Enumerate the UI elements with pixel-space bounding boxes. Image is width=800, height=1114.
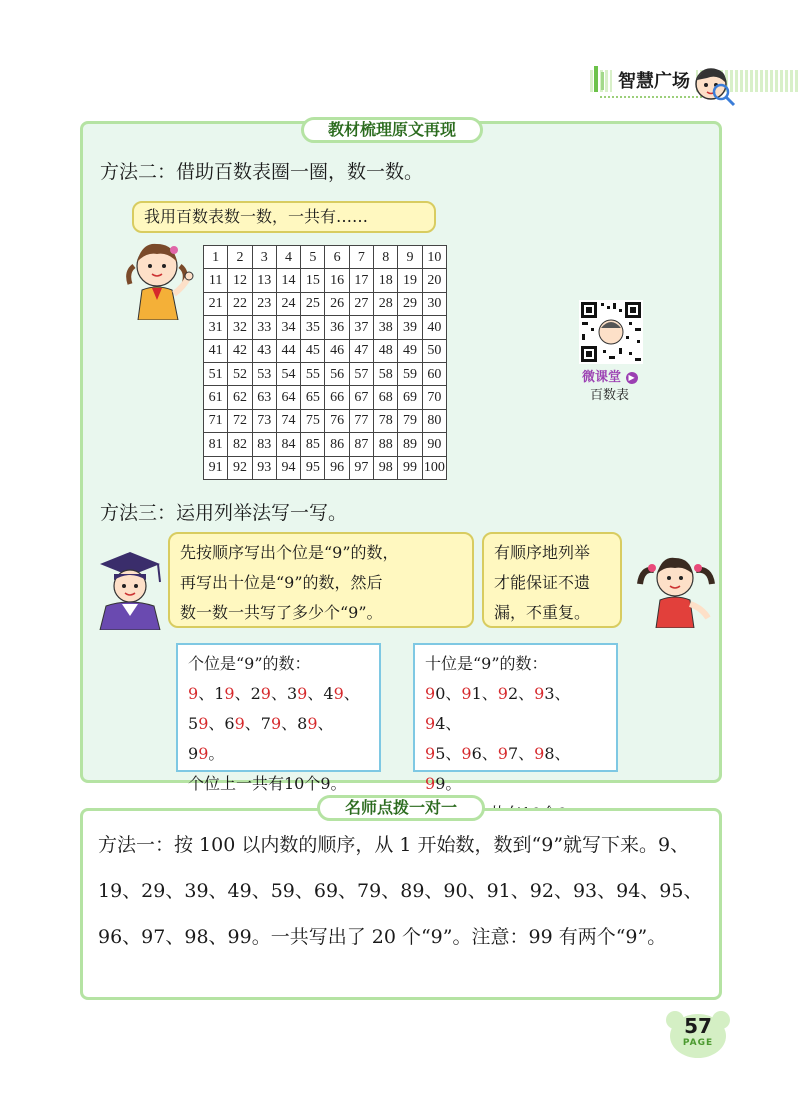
graduate-boy-illustration xyxy=(96,548,164,630)
hundred-chart-row xyxy=(204,316,447,339)
hundred-chart-row xyxy=(204,386,447,409)
highlighted-digit: 9 xyxy=(497,684,508,703)
hundred-chart-cell: 24 xyxy=(276,292,300,315)
hundred-chart-cell: 60 xyxy=(422,362,446,385)
listed-number xyxy=(188,744,208,763)
separator: 、 xyxy=(208,714,225,733)
separator: 、 xyxy=(554,684,571,703)
tens-box-title: 十位是“9”的数： xyxy=(425,654,548,673)
girl-waving-illustration xyxy=(122,236,198,320)
hundred-chart-cell: 62 xyxy=(228,386,252,409)
digit: 8 xyxy=(544,744,555,763)
highlighted-digit: 9 xyxy=(198,744,209,763)
method-one-explanation: 方法一：按 100 以内数的顺序，从 1 开始数，数到“9”就写下来。9、19、29、39、49、59、69、79、89、90、91、92、93、94、95、96、97、98、99。一共写出了 20 个“9”。注意：99 有两个“9”。 xyxy=(98,834,703,948)
listed-number xyxy=(498,744,518,763)
qr-code-icon[interactable] xyxy=(579,300,643,364)
micro-lesson-label[interactable]: 微课堂 ▶ xyxy=(582,366,638,385)
ones-number-list xyxy=(188,679,369,769)
hundred-chart-cell: 86 xyxy=(325,433,349,456)
digit: 1 xyxy=(471,684,482,703)
digit: 6 xyxy=(471,744,482,763)
highlighted-digit: 9 xyxy=(461,744,472,763)
highlighted-digit: 9 xyxy=(461,684,472,703)
hundred-chart-cell: 44 xyxy=(276,339,300,362)
hundred-chart-cell: 5 xyxy=(301,246,325,269)
header-bar xyxy=(594,66,598,92)
hundred-chart-cell: 51 xyxy=(204,362,228,385)
bubble-line: 有顺序地列举 xyxy=(494,543,591,562)
listed-number xyxy=(251,684,271,703)
number-list-line xyxy=(425,679,606,739)
digit: 1 xyxy=(214,684,225,703)
hundred-chart-cell: 82 xyxy=(228,433,252,456)
listed-number xyxy=(425,714,445,733)
hundred-chart-cell: 31 xyxy=(204,316,228,339)
bubble-line: 漏，不重复。 xyxy=(494,603,591,622)
page-number-badge xyxy=(665,1008,731,1060)
header-bar xyxy=(601,72,604,90)
method-two-heading: 方法二：借助百数表圈一圈，数一数。 xyxy=(100,161,424,183)
separator: 、 xyxy=(445,744,462,763)
tens-number-list xyxy=(425,679,606,799)
listed-number xyxy=(498,684,518,703)
bubble-line: 先按顺序写出个位是“9”的数， xyxy=(180,543,399,562)
number-list-line xyxy=(188,709,369,769)
hundred-chart-cell: 48 xyxy=(374,339,398,362)
hundred-chart-row xyxy=(204,456,447,479)
pigtail-girl-illustration xyxy=(636,548,716,628)
hundred-chart-cell: 18 xyxy=(374,269,398,292)
hundred-chart-cell: 29 xyxy=(398,292,422,315)
digit: 9 xyxy=(188,744,199,763)
separator: 、 xyxy=(481,684,498,703)
hundred-chart-cell: 41 xyxy=(204,339,228,362)
listed-number xyxy=(425,684,445,703)
digit: 4 xyxy=(435,714,446,733)
separator: 、 xyxy=(481,744,498,763)
digit: 3 xyxy=(286,684,298,703)
highlighted-digit: 9 xyxy=(333,684,344,703)
hundred-chart-cell: 95 xyxy=(301,456,325,479)
listed-number xyxy=(425,744,445,763)
magnifier-mascot-icon xyxy=(693,66,737,108)
hundred-chart-cell: 13 xyxy=(252,269,276,292)
hundred-chart-row xyxy=(204,362,447,385)
separator: 、 xyxy=(198,684,215,703)
highlighted-digit: 9 xyxy=(188,684,199,703)
highlighted-digit: 9 xyxy=(497,744,508,763)
page-number: 57 xyxy=(684,1014,712,1038)
separator: 、 xyxy=(445,684,462,703)
separator: 。 xyxy=(445,774,462,793)
listed-number xyxy=(425,774,445,793)
number-list-line xyxy=(425,739,606,799)
hundred-chart-cell: 69 xyxy=(398,386,422,409)
hundred-chart-cell: 83 xyxy=(252,433,276,456)
hundred-chart-cell: 63 xyxy=(252,386,276,409)
hundred-chart-row xyxy=(204,246,447,269)
highlighted-digit: 9 xyxy=(307,714,318,733)
hundred-chart-cell: 26 xyxy=(325,292,349,315)
hundred-chart-cell: 55 xyxy=(301,362,325,385)
hundred-chart-cell: 6 xyxy=(325,246,349,269)
digit: 0 xyxy=(435,684,446,703)
ones-digit-nine-box xyxy=(176,643,381,793)
hundred-chart-cell: 9 xyxy=(398,246,422,269)
hundred-chart-cell: 97 xyxy=(349,456,373,479)
hundred-chart-cell: 4 xyxy=(276,246,300,269)
hundred-chart-cell: 40 xyxy=(422,316,446,339)
hundred-chart-cell: 77 xyxy=(349,409,373,432)
highlighted-digit: 9 xyxy=(425,714,436,733)
hundred-chart-cell: 75 xyxy=(301,409,325,432)
hundred-chart-cell: 73 xyxy=(252,409,276,432)
digit: 4 xyxy=(323,684,334,703)
hundred-chart-cell: 20 xyxy=(422,269,446,292)
hundred-chart-cell: 11 xyxy=(204,269,228,292)
ones-box-title: 个位是“9”的数： xyxy=(188,654,311,673)
bubble-line: 数一数一共写了多少个“9”。 xyxy=(180,603,383,622)
hundred-chart-cell: 78 xyxy=(374,409,398,432)
hundred-chart-cell: 53 xyxy=(252,362,276,385)
highlighted-digit: 9 xyxy=(224,684,235,703)
hundred-chart-cell: 72 xyxy=(228,409,252,432)
digit: 8 xyxy=(297,714,308,733)
hundred-chart-cell: 17 xyxy=(349,269,373,292)
hundred-chart-cell: 27 xyxy=(349,292,373,315)
hundred-chart-row xyxy=(204,409,447,432)
hundred-chart-row xyxy=(204,433,447,456)
tens-digit-nine-box xyxy=(413,643,618,793)
highlighted-digit: 9 xyxy=(534,684,545,703)
hundred-chart-row xyxy=(204,339,447,362)
girl-speech-bubble: 我用百数表数一数，一共有…… xyxy=(132,201,436,233)
hundred-chart-cell: 22 xyxy=(228,292,252,315)
play-icon: ▶ xyxy=(626,372,638,384)
listed-number xyxy=(261,714,281,733)
hundred-chart-cell: 85 xyxy=(301,433,325,456)
hundred-chart-cell: 1 xyxy=(204,246,228,269)
hundred-chart-cell: 74 xyxy=(276,409,300,432)
hundred-chart-cell: 100 xyxy=(422,456,446,479)
bubble-line: 才能保证不遗 xyxy=(494,573,591,592)
qr-caption: 百数表 xyxy=(590,388,630,403)
digit: 2 xyxy=(507,684,519,703)
separator: 、 xyxy=(307,684,324,703)
hundred-chart-cell: 61 xyxy=(204,386,228,409)
hundred-chart-cell: 32 xyxy=(228,316,252,339)
hundred-chart-cell: 98 xyxy=(374,456,398,479)
hundred-chart-cell: 3 xyxy=(252,246,276,269)
hundred-chart-cell: 46 xyxy=(325,339,349,362)
digit: 7 xyxy=(507,744,519,763)
hundred-chart-cell: 57 xyxy=(349,362,373,385)
highlighted-digit: 9 xyxy=(425,684,436,703)
hundred-chart-cell: 96 xyxy=(325,456,349,479)
hundred-chart-cell: 67 xyxy=(349,386,373,409)
hundred-chart-cell: 84 xyxy=(276,433,300,456)
hundred-chart-cell: 36 xyxy=(325,316,349,339)
listed-number xyxy=(214,684,234,703)
teacher-speech-bubble xyxy=(168,532,474,628)
hundred-chart-row xyxy=(204,269,447,292)
highlighted-digit: 9 xyxy=(234,714,245,733)
section-tab-teacher-tips: 名师点拨一对一 xyxy=(317,795,485,821)
hundred-chart-cell: 34 xyxy=(276,316,300,339)
highlighted-digit: 9 xyxy=(198,714,209,733)
highlighted-digit: 9 xyxy=(425,774,436,793)
hundred-chart-cell: 76 xyxy=(325,409,349,432)
hundred-chart-cell: 56 xyxy=(325,362,349,385)
hundred-chart-cell: 87 xyxy=(349,433,373,456)
ones-box-summary: 个位上一共有10个9。 xyxy=(188,774,347,793)
hundred-chart-cell: 30 xyxy=(422,292,446,315)
girl-tip-speech-bubble xyxy=(482,532,622,628)
digit: 2 xyxy=(250,684,261,703)
hundred-chart-cell: 79 xyxy=(398,409,422,432)
hundred-chart-cell: 7 xyxy=(349,246,373,269)
hundred-chart-cell: 47 xyxy=(349,339,373,362)
separator: 、 xyxy=(281,714,298,733)
hundred-chart-cell: 42 xyxy=(228,339,252,362)
listed-number xyxy=(224,714,244,733)
hundred-chart-cell: 43 xyxy=(252,339,276,362)
hundred-chart-cell: 8 xyxy=(374,246,398,269)
separator: 、 xyxy=(343,684,360,703)
listed-number xyxy=(323,684,343,703)
page-label: PAGE xyxy=(682,1038,714,1048)
hundred-chart-cell: 89 xyxy=(398,433,422,456)
bubble-line: 再写出十位是“9”的数，然后 xyxy=(180,573,383,592)
digit: 6 xyxy=(224,714,235,733)
hundred-chart-cell: 70 xyxy=(422,386,446,409)
listed-number xyxy=(188,684,198,703)
hundred-chart-cell: 94 xyxy=(276,456,300,479)
digit: 3 xyxy=(544,684,555,703)
separator: 、 xyxy=(518,684,535,703)
hundred-chart-cell: 10 xyxy=(422,246,446,269)
listed-number xyxy=(297,714,317,733)
digit: 9 xyxy=(435,774,446,793)
hundred-chart-cell: 93 xyxy=(252,456,276,479)
hundred-chart-cell: 14 xyxy=(276,269,300,292)
hundred-chart-cell: 66 xyxy=(325,386,349,409)
separator: 、 xyxy=(445,714,462,733)
hundred-chart-cell: 33 xyxy=(252,316,276,339)
hundred-chart-cell: 90 xyxy=(422,433,446,456)
listed-number xyxy=(534,744,554,763)
hundred-chart-cell: 2 xyxy=(228,246,252,269)
digit: 5 xyxy=(435,744,446,763)
digit: 7 xyxy=(260,714,271,733)
hundred-chart-cell: 19 xyxy=(398,269,422,292)
hundred-chart-cell: 21 xyxy=(204,292,228,315)
method-three-heading: 方法三：运用列举法写一写。 xyxy=(100,502,348,524)
separator: 、 xyxy=(554,744,571,763)
hundred-chart-cell: 81 xyxy=(204,433,228,456)
hundred-chart-cell: 88 xyxy=(374,433,398,456)
hundred-chart-cell: 92 xyxy=(228,456,252,479)
listed-number xyxy=(287,684,307,703)
highlighted-digit: 9 xyxy=(297,684,308,703)
hundred-chart-cell: 80 xyxy=(422,409,446,432)
hundred-chart-cell: 37 xyxy=(349,316,373,339)
hundred-chart-cell: 65 xyxy=(301,386,325,409)
hundred-chart-cell: 91 xyxy=(204,456,228,479)
hundred-chart-cell: 71 xyxy=(204,409,228,432)
digit: 5 xyxy=(188,714,199,733)
hundred-chart-row xyxy=(204,292,447,315)
highlighted-digit: 9 xyxy=(425,744,436,763)
separator: 、 xyxy=(270,684,287,703)
hundred-chart-cell: 45 xyxy=(301,339,325,362)
hundred-chart-cell: 23 xyxy=(252,292,276,315)
hundred-chart-cell: 64 xyxy=(276,386,300,409)
number-list-line xyxy=(188,679,369,709)
hundred-chart-cell: 12 xyxy=(228,269,252,292)
listed-number xyxy=(461,684,481,703)
hundred-chart xyxy=(203,245,447,480)
section-tab-textbook-review: 教材梳理原文再现 xyxy=(301,117,483,143)
hundred-chart-cell: 15 xyxy=(301,269,325,292)
hundred-chart-cell: 50 xyxy=(422,339,446,362)
listed-number xyxy=(461,744,481,763)
hundred-chart-cell: 68 xyxy=(374,386,398,409)
hundred-chart-cell: 39 xyxy=(398,316,422,339)
hundred-chart-cell: 59 xyxy=(398,362,422,385)
separator: 、 xyxy=(244,714,261,733)
hundred-chart-cell: 54 xyxy=(276,362,300,385)
highlighted-digit: 9 xyxy=(260,684,271,703)
hundred-chart-cell: 16 xyxy=(325,269,349,292)
hundred-chart-cell: 58 xyxy=(374,362,398,385)
hundred-chart-cell: 28 xyxy=(374,292,398,315)
highlighted-digit: 9 xyxy=(534,744,545,763)
listed-number xyxy=(188,714,208,733)
highlighted-digit: 9 xyxy=(270,714,282,733)
separator: 。 xyxy=(208,744,225,763)
listed-number xyxy=(534,684,554,703)
hundred-chart-cell: 52 xyxy=(228,362,252,385)
hundred-chart-cell: 38 xyxy=(374,316,398,339)
header-title: 智慧广场 xyxy=(612,67,696,93)
hundred-chart-cell: 25 xyxy=(301,292,325,315)
hundred-chart-cell: 35 xyxy=(301,316,325,339)
hundred-chart-cell: 99 xyxy=(398,456,422,479)
separator: 、 xyxy=(317,714,334,733)
separator: 、 xyxy=(234,684,251,703)
hundred-chart-cell: 49 xyxy=(398,339,422,362)
separator: 、 xyxy=(518,744,535,763)
